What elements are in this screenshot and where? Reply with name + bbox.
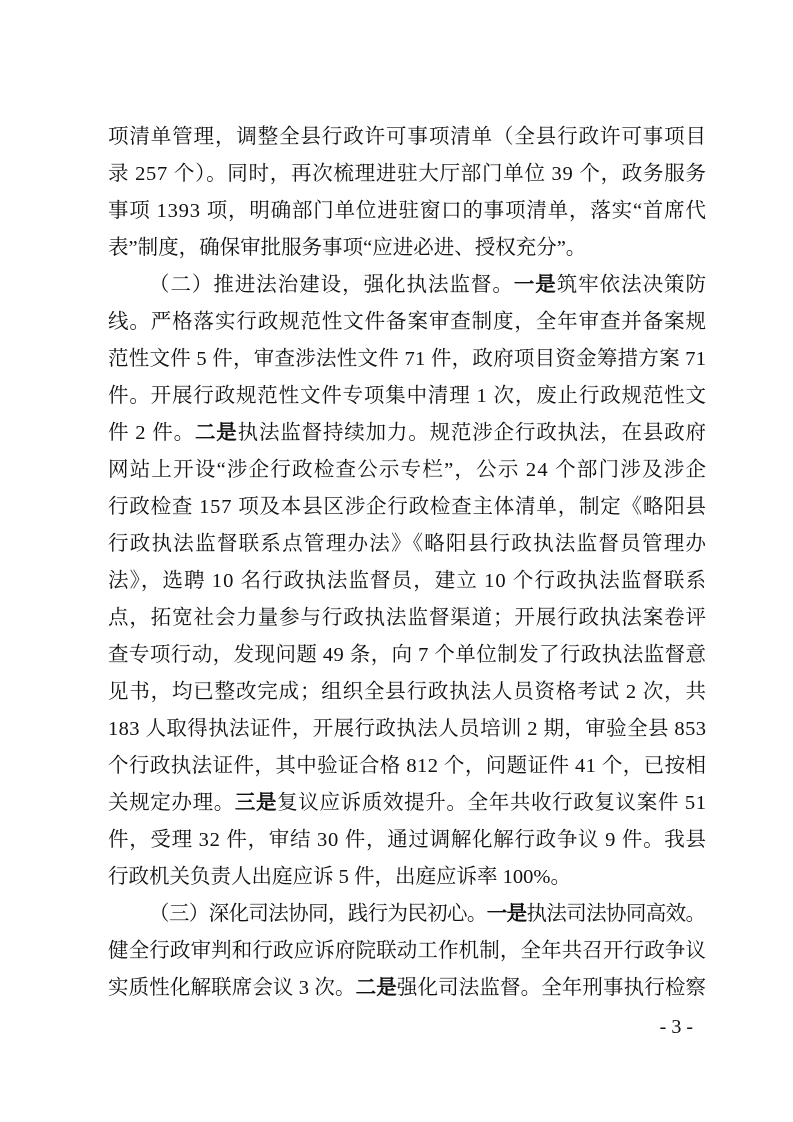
- text-line: [108, 896, 706, 933]
- text-line: [108, 674, 706, 711]
- text-line: [108, 526, 706, 563]
- text-run: 见书，均已整改完成；组织全县行政执法人员资格考试 2 次，共: [108, 681, 707, 703]
- text-line: [108, 193, 706, 230]
- text-line: [108, 933, 706, 970]
- text-run: 点，拓宽社会力量参与行政执法监督渠道；开展行政执法案卷评: [108, 607, 707, 629]
- text-run: 关规定办理。: [108, 792, 235, 814]
- text-line: [108, 452, 706, 489]
- text-run: 查专项行动，发现问题 49 条，向 7 个单位制发了行政执法监督意: [108, 644, 707, 666]
- text-run: 183 人取得执法证件，开展行政执法人员培训 2 期，审验全县 853: [108, 718, 707, 740]
- text-line: [108, 859, 706, 896]
- text-run: 行政执法监督联系点管理办法》《略阳县行政执法监督员管理办: [108, 533, 708, 555]
- text-run: 件 2 件。: [108, 422, 195, 444]
- text-line: [108, 119, 706, 156]
- text-run: 件。开展行政规范性文件专项集中清理 1 次，废止行政规范性文: [108, 385, 707, 407]
- text-run: 复议应诉质效提升。全年共收行政复议案件 51: [277, 792, 707, 814]
- text-line: [108, 711, 706, 748]
- text-line: [108, 378, 706, 415]
- text-line: [108, 156, 706, 193]
- text-line: [108, 489, 706, 526]
- text-run: 线。严格落实行政规范性文件备案审查制度，全年审查并备案规: [108, 311, 707, 333]
- paragraph-judicial-coordination: [108, 896, 706, 1007]
- text-line: [108, 304, 706, 341]
- text-line: [108, 415, 706, 452]
- bold-lead-phrase: 一是: [486, 903, 527, 925]
- text-line: [108, 748, 706, 785]
- text-run: 执法司法协同高效。: [526, 903, 706, 925]
- text-run: 执法监督持续加力。规范涉企行政执法，在县政府: [237, 422, 707, 444]
- text-line: [108, 563, 706, 600]
- text-line: [108, 822, 706, 859]
- text-run: 范性文件 5 件，审查涉法性文件 71 件，政府项目资金筹措方案 71: [108, 348, 707, 370]
- section-heading: （二）推进法治建设，强化执法监督。: [149, 274, 514, 296]
- text-line: [108, 785, 706, 822]
- text-run: 网站上开设“涉企行政检查公示专栏”，公示 24 个部门涉及涉企: [108, 459, 708, 481]
- paragraph-rule-of-law: [108, 267, 706, 896]
- bold-lead-phrase: 三是: [234, 792, 278, 814]
- text-line: [108, 600, 706, 637]
- text-run: 强化司法监督。全年刑事执行检察: [396, 977, 707, 999]
- text-run: 事项 1393 项，明确部门单位进驻窗口的事项清单，落实“首席代: [108, 200, 707, 222]
- text-run: 件，受理 32 件，审结 30 件，通过调解化解行政争议 9 件。我县: [108, 829, 707, 851]
- bold-lead-phrase: 二是: [194, 422, 238, 444]
- text-run: 项清单管理，调整全县行政许可事项清单（全县行政许可事项目: [108, 126, 707, 148]
- text-run: 录 257 个）。同时，再次梳理进驻大厅部门单位 39 个，政务服务: [108, 163, 707, 185]
- text-line: [108, 267, 706, 304]
- text-run: 行政机关负责人出庭应诉 5 件，出庭应诉率 100%。: [108, 866, 571, 888]
- text-line: [108, 230, 706, 267]
- bold-lead-phrase: 二是: [355, 977, 397, 999]
- document-body: [108, 119, 706, 1007]
- text-run: 健全行政审判和行政应诉府院联动工作机制，全年共召开行政争议: [108, 940, 707, 962]
- text-run: 表”制度，确保审批服务事项“应进必进、授权充分”。: [108, 237, 587, 259]
- page-number: - 3 -: [659, 1016, 693, 1038]
- text-run: 行政检查 157 项及本县区涉企行政检查主体清单，制定《略阳县: [108, 496, 707, 518]
- text-line: [108, 970, 706, 1007]
- section-heading: （三）深化司法协同，践行为民初心。: [149, 903, 487, 925]
- bold-lead-phrase: 一是: [513, 274, 557, 296]
- text-line: [108, 637, 706, 674]
- text-run: 个行政执法证件，其中验证合格 812 个，问题证件 41 个，已按相: [108, 755, 707, 777]
- text-line: [108, 341, 706, 378]
- text-run: 法》，选聘 10 名行政执法监督员，建立 10 个行政执法监督联系: [108, 570, 708, 592]
- paragraph-continuation: [108, 119, 706, 267]
- text-run: 实质性化解联席会议 3 次。: [108, 977, 356, 999]
- text-run: 筑牢依法决策防: [556, 274, 707, 296]
